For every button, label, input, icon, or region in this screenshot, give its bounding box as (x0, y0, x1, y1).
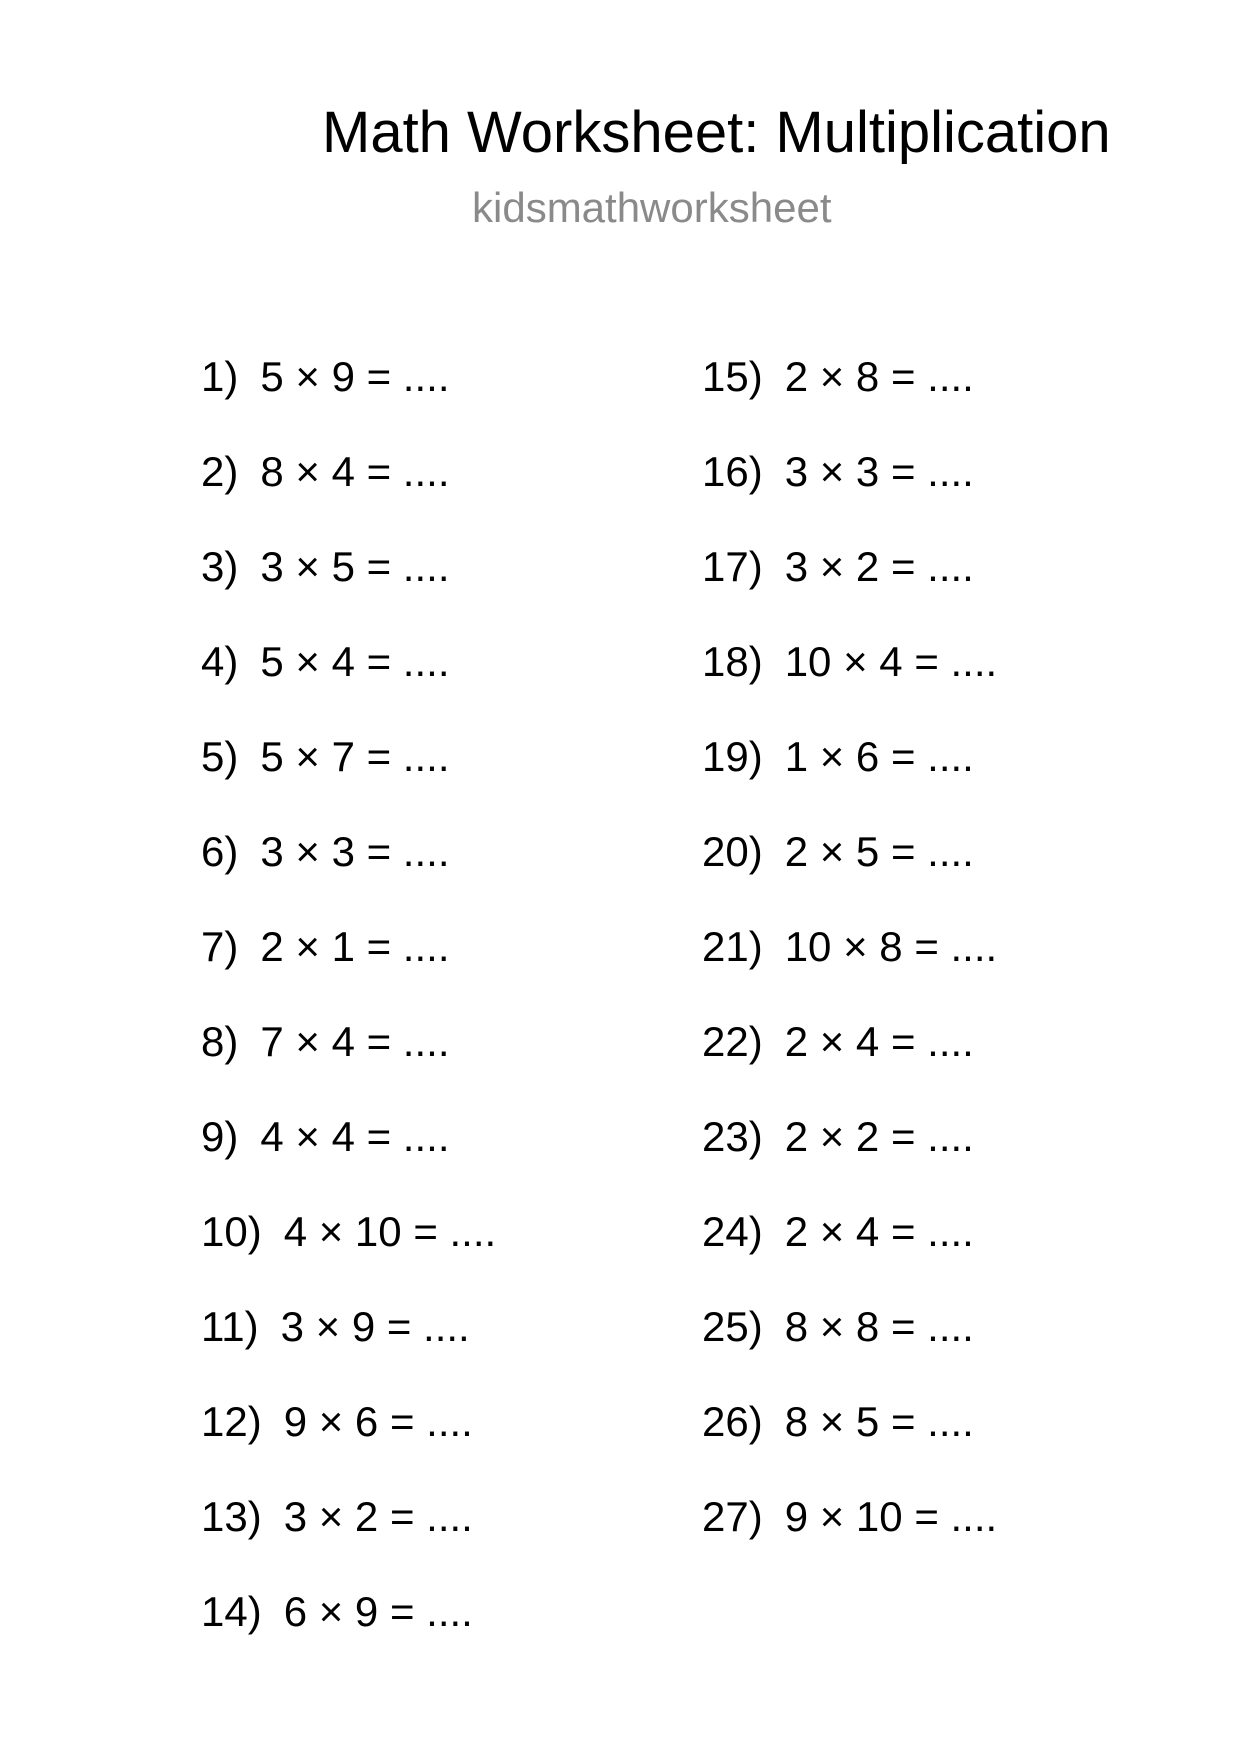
problem-item (702, 1396, 997, 1491)
problem-item (702, 826, 997, 921)
problem-expression: 5 × 9 = .... (260, 353, 450, 400)
problem-expression: 3 × 9 = .... (280, 1303, 470, 1350)
problem-item (702, 1111, 997, 1206)
problem-expression: 2 × 2 = .... (784, 1113, 974, 1160)
problem-expression: 10 × 4 = .... (784, 638, 998, 685)
problem-item (201, 351, 496, 446)
problem-item (702, 446, 997, 541)
problem-number: 9) (201, 1113, 239, 1160)
problem-item (201, 921, 496, 1016)
problem-number: 10) (201, 1208, 262, 1255)
problem-expression: 2 × 4 = .... (784, 1208, 974, 1255)
problem-list-right (702, 351, 997, 1586)
problem-item (201, 1491, 496, 1586)
problem-number: 15) (702, 353, 763, 400)
problem-item (702, 351, 997, 446)
problem-item (702, 1301, 997, 1396)
problem-number: 1) (201, 353, 239, 400)
problem-number: 19) (702, 733, 763, 780)
problem-number: 25) (702, 1303, 763, 1350)
problem-number: 5) (201, 733, 239, 780)
problem-number: 18) (702, 638, 763, 685)
problem-number: 8) (201, 1018, 239, 1065)
problem-number: 3) (201, 543, 239, 590)
problem-item (702, 731, 997, 826)
problem-item (201, 731, 496, 826)
problem-expression: 8 × 5 = .... (784, 1398, 974, 1445)
problem-expression: 2 × 1 = .... (260, 923, 450, 970)
problem-number: 17) (702, 543, 763, 590)
problem-item (201, 636, 496, 731)
problem-item (702, 541, 997, 636)
problem-number: 2) (201, 448, 239, 495)
problem-item (201, 826, 496, 921)
page-title: Math Worksheet: Multiplication (322, 100, 1111, 165)
problem-number: 24) (702, 1208, 763, 1255)
problem-list-left (201, 351, 496, 1681)
problem-expression: 10 × 8 = .... (784, 923, 998, 970)
problem-expression: 2 × 5 = .... (784, 828, 974, 875)
problem-item (201, 1586, 496, 1681)
problem-expression: 9 × 6 = .... (283, 1398, 473, 1445)
problem-expression: 2 × 8 = .... (784, 353, 974, 400)
problem-expression: 2 × 4 = .... (784, 1018, 974, 1065)
problem-expression: 3 × 3 = .... (784, 448, 974, 495)
problem-number: 27) (702, 1493, 763, 1540)
problem-item (702, 1016, 997, 1111)
problem-number: 13) (201, 1493, 262, 1540)
problem-number: 11) (201, 1303, 259, 1350)
problem-expression: 8 × 8 = .... (784, 1303, 974, 1350)
problem-item (702, 1206, 997, 1301)
problem-number: 12) (201, 1398, 262, 1445)
problem-expression: 3 × 2 = .... (283, 1493, 473, 1540)
problem-number: 22) (702, 1018, 763, 1065)
problem-expression: 1 × 6 = .... (784, 733, 974, 780)
problem-item (702, 921, 997, 1016)
page-subtitle: kidsmathworksheet (472, 184, 832, 231)
problem-expression: 3 × 3 = .... (260, 828, 450, 875)
problem-item (201, 1111, 496, 1206)
problem-item (702, 636, 997, 731)
problem-number: 4) (201, 638, 239, 685)
problem-expression: 5 × 7 = .... (260, 733, 450, 780)
problem-expression: 3 × 5 = .... (260, 543, 450, 590)
problem-expression: 4 × 4 = .... (260, 1113, 450, 1160)
problem-expression: 5 × 4 = .... (260, 638, 450, 685)
problem-number: 6) (201, 828, 239, 875)
problem-item (201, 1206, 496, 1301)
problem-item (702, 1491, 997, 1586)
problem-item (201, 541, 496, 636)
problem-number: 26) (702, 1398, 763, 1445)
problem-expression: 3 × 2 = .... (784, 543, 974, 590)
problem-expression: 7 × 4 = .... (260, 1018, 450, 1065)
problem-item (201, 1016, 496, 1111)
problem-number: 23) (702, 1113, 763, 1160)
problem-expression: 6 × 9 = .... (283, 1588, 473, 1635)
problem-number: 21) (702, 923, 763, 970)
problem-number: 16) (702, 448, 763, 495)
problem-item (201, 1396, 496, 1491)
problem-number: 14) (201, 1588, 262, 1635)
problem-item (201, 446, 496, 541)
problem-expression: 8 × 4 = .... (260, 448, 450, 495)
problem-expression: 9 × 10 = .... (784, 1493, 998, 1540)
problem-number: 7) (201, 923, 239, 970)
problem-expression: 4 × 10 = .... (283, 1208, 497, 1255)
problem-number: 20) (702, 828, 763, 875)
problem-item (201, 1301, 496, 1396)
